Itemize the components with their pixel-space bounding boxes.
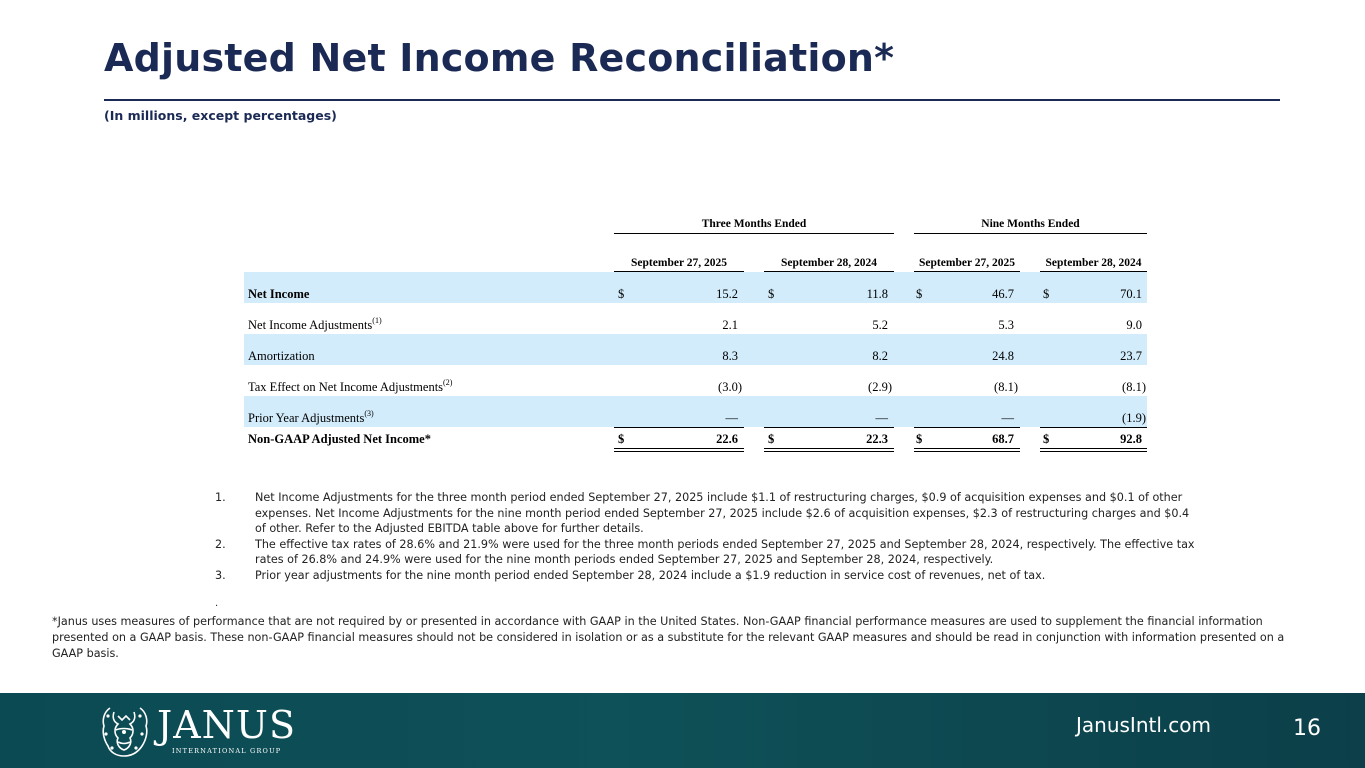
row-label-amortization: Amortization: [248, 349, 315, 363]
cell-value: 23.7: [1120, 349, 1142, 363]
brand-name: JANUS: [157, 703, 296, 747]
column-header: September 28, 2024: [1045, 257, 1142, 269]
footnote-marker: (2): [443, 378, 453, 387]
cell-value: 68.7: [992, 432, 1014, 446]
page-number: 16: [1293, 716, 1321, 741]
cell-value: (2.9): [868, 380, 892, 394]
non-gaap-disclaimer: *Janus uses measures of performance that are not required by or presented in accordance with GAAP in the United States. Non-GAAP financial performance measures are used to supplement the financial information presented on a GAAP basis. These non-GAAP financial measures should not be considered in isolation or as a substitute for the relevant GAAP measures and should be read in conjunction with information presented on a GAAP basis.: [52, 615, 1285, 660]
subtotal-rule: [614, 427, 744, 428]
cell-value: (8.1): [1122, 380, 1146, 394]
cell-value: 5.3: [998, 318, 1014, 332]
footnote-marker: (3): [364, 409, 374, 418]
group-header-underline: [914, 233, 1147, 234]
footnotes: [215, 490, 1195, 583]
footnote-number: 1.: [215, 491, 226, 504]
footnote-text: The effective tax rates of 28.6% and 21.9% were used for the three month periods ended September 27, 2025 and September 28, 2024, respectively. The effective tax rates of 26.8% and 24.9% were used for the nine month periods ended September 27, 2025 and September 28, 2024, respectively.: [255, 537, 1195, 566]
currency-symbol: $: [618, 432, 625, 446]
subtotal-rule: [1040, 427, 1147, 428]
cell-value: 46.7: [992, 287, 1014, 301]
cell-value: (8.1): [994, 380, 1018, 394]
column-header-underline: [614, 271, 744, 272]
group-header-underline: [614, 233, 894, 234]
total-double-rule: [1040, 451, 1147, 452]
brand-subtitle: INTERNATIONAL GROUP: [172, 747, 282, 755]
page-subtitle: (In millions, except percentages): [104, 108, 337, 123]
row-label-prior-year-adjustments: Prior Year Adjustments$^{(3)}$: [248, 409, 374, 425]
column-header-underline: [1040, 271, 1147, 272]
currency-symbol: $: [768, 287, 775, 301]
currency-symbol: $: [916, 287, 923, 301]
cell-value: 24.8: [992, 349, 1014, 363]
total-double-rule: [914, 448, 1020, 449]
total-double-rule: [1040, 448, 1147, 449]
cell-value: 11.8: [866, 287, 888, 301]
janus-logo-icon: [96, 702, 154, 760]
cell-value: (1.9): [1122, 411, 1146, 425]
group-header-three-months: Three Months Ended: [701, 218, 807, 230]
total-double-rule: [614, 451, 744, 452]
footnote-number: 2.: [215, 537, 226, 551]
row-label-tax-effect: Tax Effect on Net Income Adjustments$^{(2)}$: [248, 378, 453, 394]
row-label-net-income: Net Income: [248, 287, 310, 301]
title-divider: [104, 99, 1280, 101]
footnote-item: [215, 537, 1195, 568]
page-title: Adjusted Net Income Reconciliation*: [104, 36, 895, 80]
currency-symbol: $: [916, 432, 923, 446]
subtotal-rule: [914, 427, 1020, 428]
cell-value: (3.0): [718, 380, 742, 394]
currency-symbol: $: [768, 432, 775, 446]
total-double-rule: [764, 448, 894, 449]
footnote-marker: (1): [372, 316, 382, 325]
cell-value: 22.6: [716, 432, 738, 446]
currency-symbol: $: [1043, 287, 1050, 301]
cell-value: —: [1001, 411, 1014, 425]
footnote-number: 3.: [215, 568, 226, 582]
stray-mark: .: [215, 598, 219, 609]
group-header-nine-months: Nine Months Ended: [981, 218, 1080, 230]
footnote-item: [215, 490, 1195, 537]
website-link[interactable]: JanusIntl.com: [1076, 713, 1211, 737]
cell-value: —: [725, 411, 738, 425]
cell-value: 8.2: [872, 349, 888, 363]
cell-value: 22.3: [866, 432, 888, 446]
column-header-underline: [764, 271, 894, 272]
footnote-text: Net Income Adjustments for the three month period ended September 27, 2025 include $1.1 of restructuring charges, $0.9 of acquisition expenses and $0.1 of other expenses. Net Income Adjustments for the nine month period ended September 27, 2025 include $2.6 of acquisition expenses, $2.3 of restructuring charges and $0.4 of other. Refer to the Adjusted EBITDA table above for further details.: [255, 491, 1190, 535]
column-header: September 27, 2025: [919, 257, 1015, 269]
cell-value: 92.8: [1120, 432, 1142, 446]
column-header-underline: [914, 271, 1020, 272]
footnote-text: Prior year adjustments for the nine month period ended September 28, 2024 include a $1.9 reduction in service cost of revenues, net of tax.: [255, 568, 1046, 582]
cell-value: 15.2: [716, 287, 738, 301]
cell-value: 5.2: [872, 318, 888, 332]
cell-value: 9.0: [1126, 318, 1142, 332]
subtotal-rule: [764, 427, 894, 428]
currency-symbol: $: [618, 287, 625, 301]
total-double-rule: [764, 451, 894, 452]
column-header: September 27, 2025: [631, 257, 727, 269]
cell-value: 2.1: [722, 318, 738, 332]
currency-symbol: $: [1043, 432, 1050, 446]
cell-value: —: [875, 411, 888, 425]
column-header: September 28, 2024: [781, 257, 877, 269]
row-label-non-gaap-adjusted-net-income: Non-GAAP Adjusted Net Income*: [248, 432, 431, 446]
cell-value: 8.3: [722, 349, 738, 363]
cell-value: 70.1: [1120, 287, 1142, 301]
row-label-net-income-adjustments: Net Income Adjustments$^{(1)}$: [248, 316, 382, 332]
footnote-item: [215, 568, 1195, 584]
total-double-rule: [914, 451, 1020, 452]
total-double-rule: [614, 448, 744, 449]
